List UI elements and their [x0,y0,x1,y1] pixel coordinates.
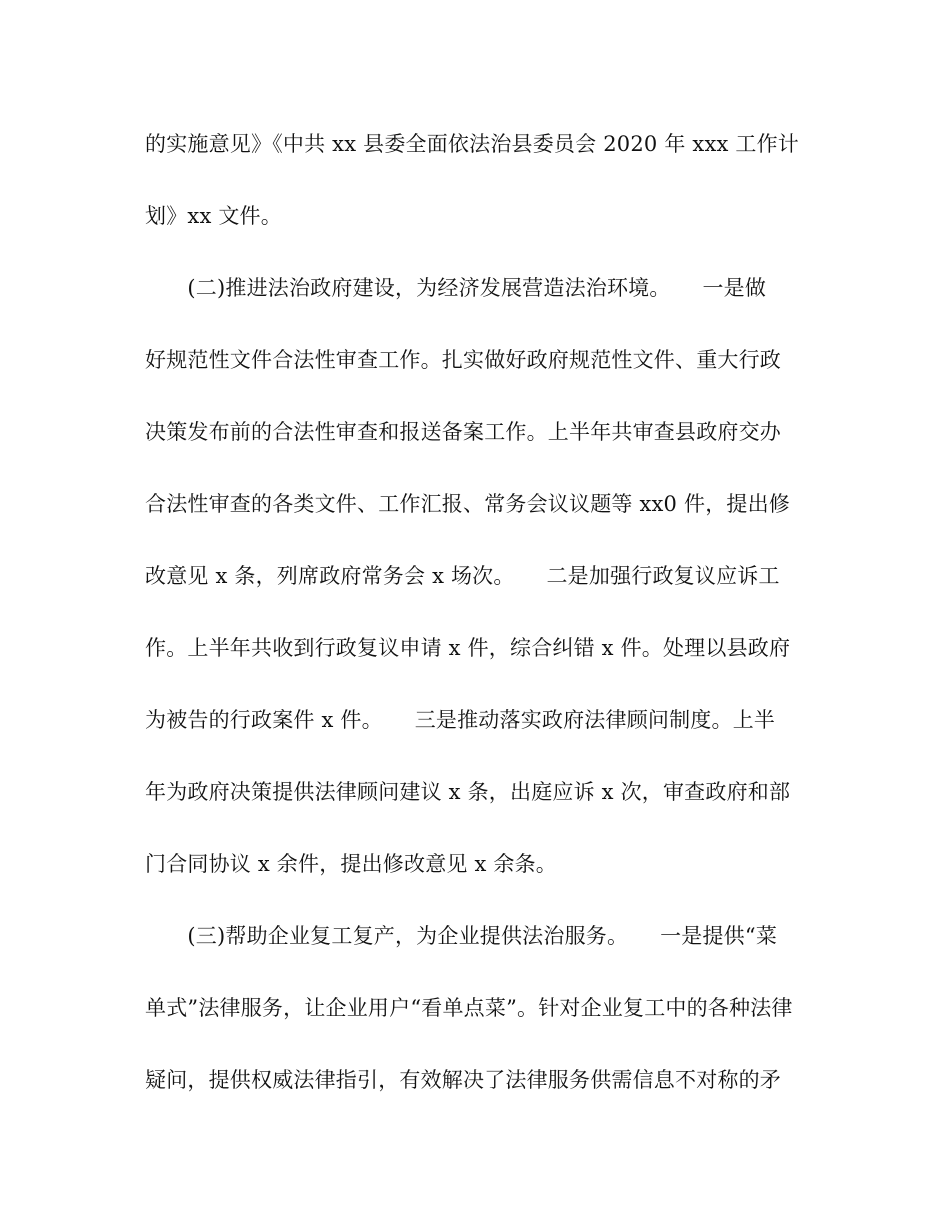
text-line: 为被告的行政案件 x 件。 三是推动落实政府法律顾问制度。上半 [145,708,776,732]
text-line: 的实施意见》《中共 xx 县委全面依法治县委员会 2020 年 xxx 工作计 [145,132,800,156]
text-line: 作。上半年共收到行政复议申请 x 件，综合纠错 x 件。处理以县政府 [145,636,791,660]
text-line: (三)帮助企业复工复产，为企业提供法治服务。 一是提供“菜 [145,924,778,948]
text-line: 合法性审查的各类文件、工作汇报、常务会议议题等 xx0 件，提出修 [145,492,790,516]
document-body [145,124,810,1132]
text-line: (二)推进法治政府建设，为经济发展营造法治环境。 一是做 [145,276,767,300]
text-line: 决策发布前的合法性审查和报送备案工作。上半年共审查县政府交办 [145,420,781,444]
text-line: 年为政府决策提供法律顾问建议 x 条，出庭应诉 x 次，审查政府和部 [145,780,791,804]
text-line: 疑问，提供权威法律指引，有效解决了法律服务供需信息不对称的矛 [145,1068,781,1092]
text-line: 改意见 x 条，列席政府常务会 x 场次。 二是加强行政复议应诉工 [145,564,780,588]
text-line: 单式”法律服务，让企业用户“看单点菜”。针对企业复工中的各种法律 [145,996,793,1020]
text-line: 门合同协议 x 余件，提出修改意见 x 余条。 [145,852,557,876]
text-line: 好规范性文件合法性审查工作。扎实做好政府规范性文件、重大行政 [145,348,781,372]
text-line: 划》xx 文件。 [145,204,282,228]
